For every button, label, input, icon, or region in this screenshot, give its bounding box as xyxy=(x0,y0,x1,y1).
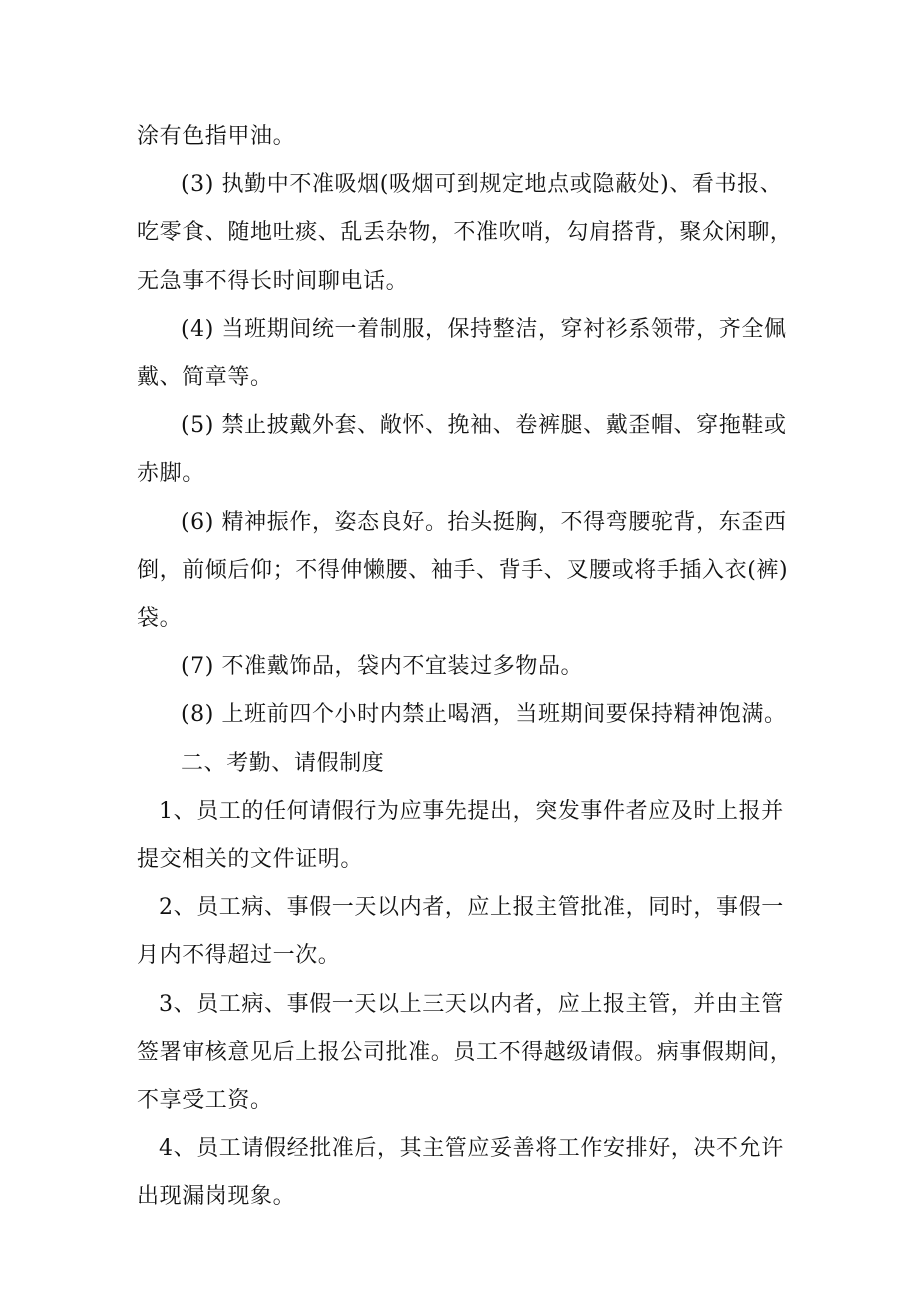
paragraph-rule-5: (5) 禁止披戴外套、敞怀、挽袖、卷裤腿、戴歪帽、穿拖鞋或赤脚。 xyxy=(137,413,787,487)
paragraph-rule-6: (6) 精神振作，姿态良好。抬头挺胸，不得弯腰驼背，东歪西倒，前倾后仰；不得伸懒腰、袖手、背手、叉腰或将手插入衣(裤)袋。 xyxy=(137,509,789,632)
document-body xyxy=(137,113,802,1222)
paragraph-rule-7: (7) 不准戴饰品，袋内不宜装过多物品。 xyxy=(181,654,584,680)
paragraph-nail-polish: 涂有色指甲油。 xyxy=(137,124,296,149)
paragraph-rule-8: (8) 上班前四个小时内禁止喝酒，当班期间要保持精神饱满。 xyxy=(181,702,787,728)
paragraph-leave-2: 2、员工病、事假一天以内者，应上报主管批准，同时，事假一月内不得超过一次。 xyxy=(137,895,784,969)
paragraph-leave-3: 3、员工病、事假一天以上三天以内者，应上报主管，并由主管签署审核意见后上报公司批准。员工不得越级请假。病事假期间，不享受工资。 xyxy=(137,991,793,1114)
section-heading-attendance: 二、考勤、请假制度 xyxy=(181,750,385,776)
paragraph-rule-4: (4) 当班期间统一着制服，保持整洁，穿衬衫系领带，齐全佩戴、简章等。 xyxy=(137,316,787,391)
paragraph-leave-1: 1、员工的任何请假行为应事先提出，突发事件者应及时上报并提交相关的文件证明。 xyxy=(137,798,784,873)
paragraph-leave-4: 4、员工请假经批准后，其主管应妥善将工作安排好，决不允许出现漏岗现象。 xyxy=(137,1136,784,1210)
paragraph-rule-3: (3) 执勤中不准吸烟(吸烟可到规定地点或隐蔽处)、看书报、吃零食、随地吐痰、乱丢杂物，不准吹哨，勾肩搭背，聚众闲聊，无急事不得长时间聊电话。 xyxy=(137,172,793,294)
